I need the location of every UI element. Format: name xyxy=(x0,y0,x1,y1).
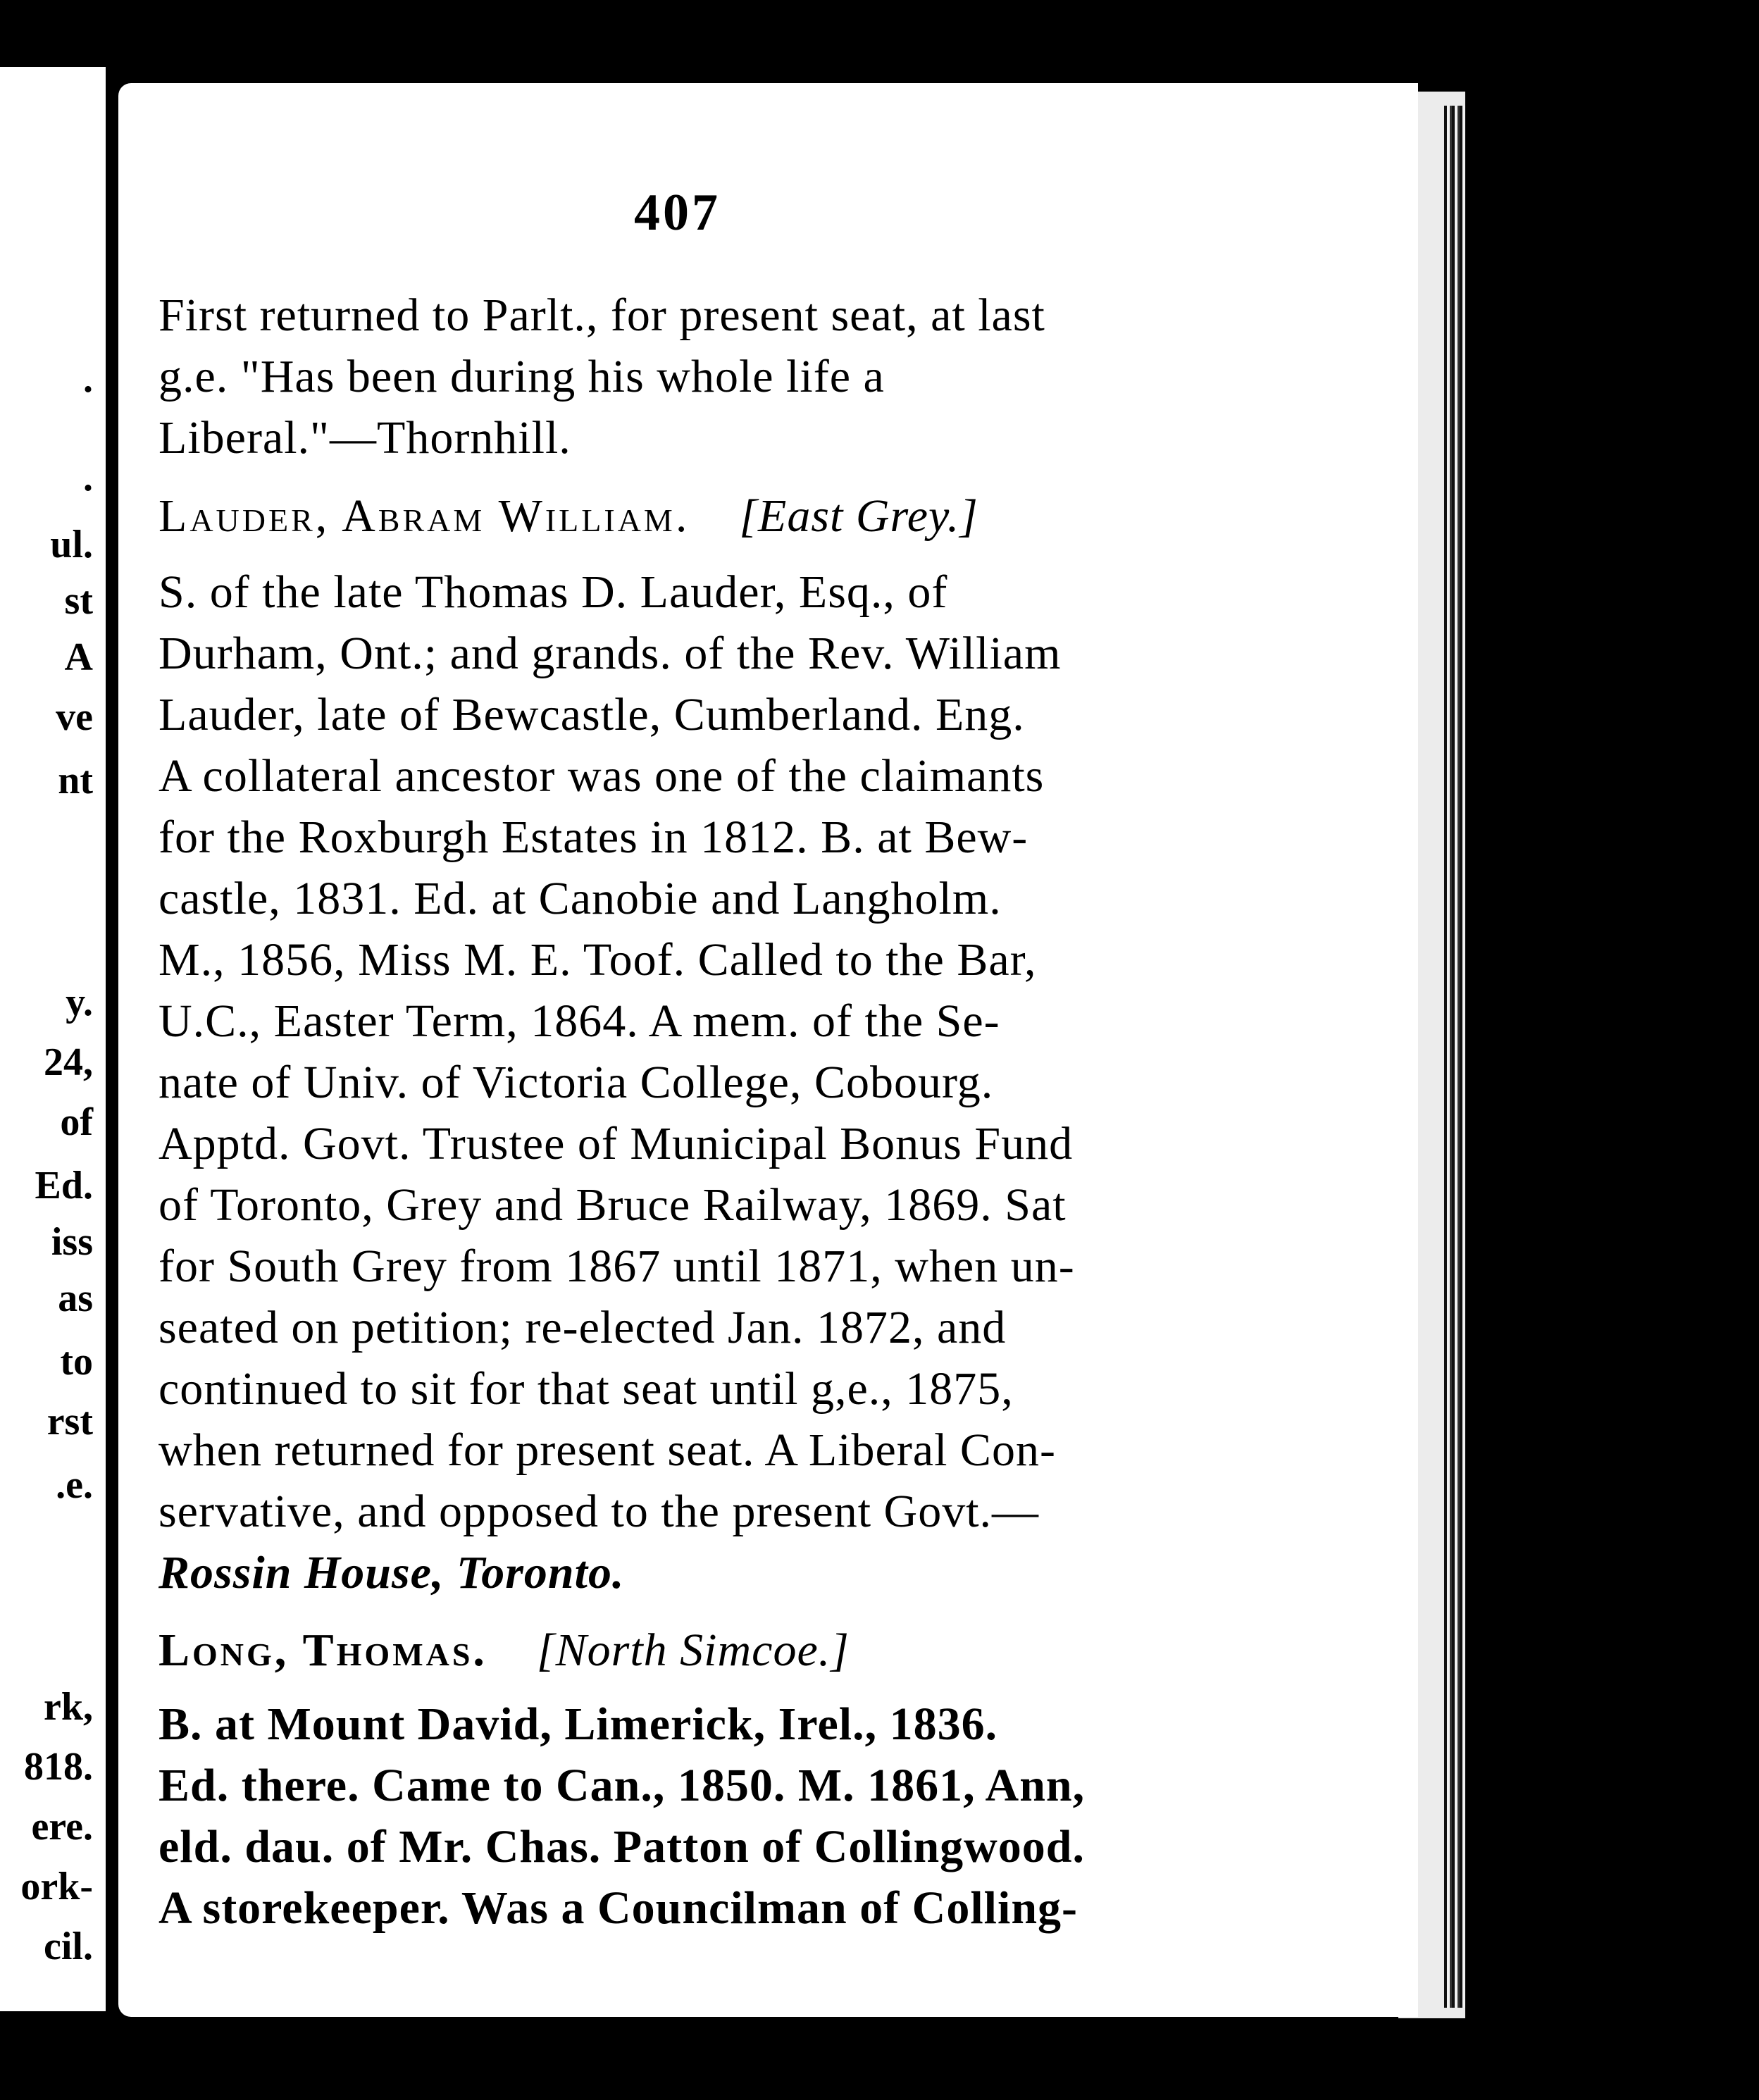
left-fragment-text: ul. xyxy=(50,523,93,566)
entry-heading xyxy=(159,490,978,542)
book-spine xyxy=(1444,106,1465,2008)
text-line: U.C., Easter Term, 1864. A mem. of the Se- xyxy=(159,995,1000,1047)
text-line: continued to sit for that seat until g,e., 1875, xyxy=(159,1363,1014,1415)
text-line: M., 1856, Miss M. E. Toof. Called to the Bar, xyxy=(159,934,1037,986)
left-fragment-text: 818. xyxy=(24,1745,93,1789)
left-fragment-text: rst xyxy=(46,1400,93,1443)
left-fragment-text: 24, xyxy=(44,1040,93,1084)
text-line: for South Grey from 1867 until 1871, when un- xyxy=(159,1241,1075,1292)
left-fragment-text: to xyxy=(60,1340,93,1384)
text-line: First returned to Parlt., for present seat, at last xyxy=(159,290,1045,341)
constituency: [East Grey.] xyxy=(739,490,978,542)
left-fragment-text: nt xyxy=(58,759,93,802)
text-line: for the Roxburgh Estates in 1812. B. at Bew- xyxy=(159,812,1028,863)
left-fragment-text: cil. xyxy=(44,1925,93,1968)
text-line: g.e. "Has been during his whole life a xyxy=(159,351,885,402)
text-line: nate of Univ. of Victoria College, Cobourg. xyxy=(159,1057,994,1108)
text-line: Lauder, late of Bewcastle, Cumberland. Eng. xyxy=(159,689,1025,740)
constituency: [North Simcoe.] xyxy=(536,1624,850,1676)
left-fragment-text: rk, xyxy=(44,1685,93,1729)
page-number: 407 xyxy=(634,184,721,242)
text-line: when returned for present seat. A Liberal Con- xyxy=(159,1424,1056,1476)
text-line: A storekeeper. Was a Councilman of Colling- xyxy=(159,1882,1079,1934)
left-fragment-text: A xyxy=(64,635,93,679)
left-fragment-text: y. xyxy=(66,981,93,1024)
text-line: B. at Mount David, Limerick, Irel., 1836. xyxy=(159,1698,998,1750)
left-fragment-text: Ed. xyxy=(35,1164,93,1207)
left-fragment-text: iss xyxy=(51,1220,93,1264)
left-fragment-text: st xyxy=(64,579,93,623)
text-line: Apptd. Govt. Trustee of Municipal Bonus Fund xyxy=(159,1118,1074,1169)
member-name: Lauder, Abram William. xyxy=(159,490,690,542)
left-fragment-text: of xyxy=(60,1100,93,1144)
member-name: Long, Thomas. xyxy=(159,1624,487,1676)
left-fragment-text: ork- xyxy=(20,1865,93,1908)
text-line: eld. dau. of Mr. Chas. Patton of Collingwood. xyxy=(159,1821,1086,1872)
text-line: servative, and opposed to the present Govt.— xyxy=(159,1486,1040,1537)
text-line: Ed. there. Came to Can., 1850. M. 1861, Ann, xyxy=(159,1760,1086,1811)
left-fragment-text: .e. xyxy=(56,1463,93,1507)
text-line: Liberal."—Thornhill. xyxy=(159,412,571,464)
entry-heading xyxy=(159,1624,850,1676)
left-fragment-text: ve xyxy=(56,695,93,739)
text-line: castle, 1831. Ed. at Canobie and Langholm. xyxy=(159,873,1002,924)
left-fragment-text: as xyxy=(58,1276,93,1320)
text-line: Durham, Ont.; and grands. of the Rev. William xyxy=(159,628,1062,679)
text-line: of Toronto, Grey and Bruce Railway, 1869. Sat xyxy=(159,1179,1067,1231)
text-line: S. of the late Thomas D. Lauder, Esq., of xyxy=(159,566,948,618)
text-line: seated on petition; re-elected Jan. 1872, and xyxy=(159,1302,1007,1353)
member-address: Rossin House, Toronto. xyxy=(159,1547,625,1598)
left-fragment-text: . xyxy=(83,357,93,401)
left-fragment-text: ere. xyxy=(31,1805,93,1849)
left-page-fragment xyxy=(0,67,106,2011)
text-line: A collateral ancestor was one of the claimants xyxy=(159,750,1045,802)
left-fragment-text: . xyxy=(83,456,93,499)
